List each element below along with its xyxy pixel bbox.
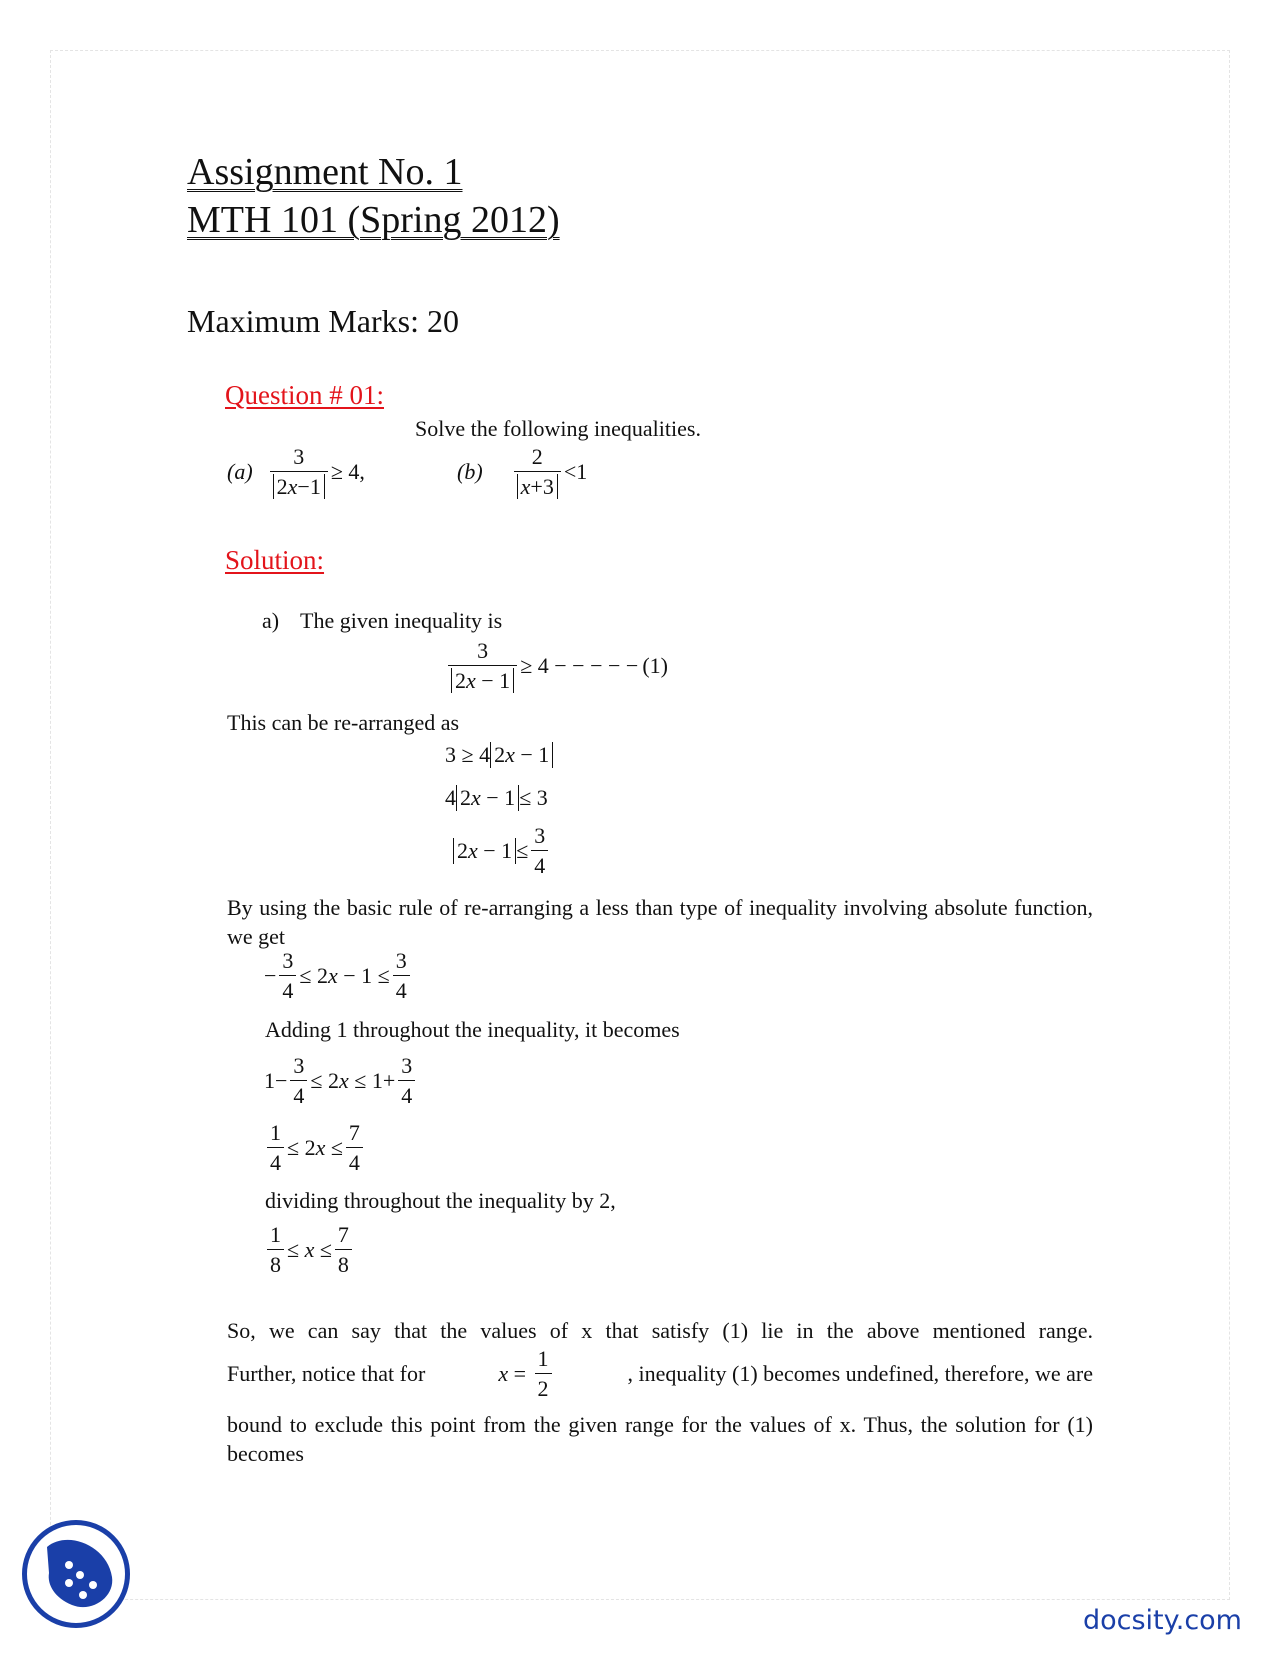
docsity-logo-icon [22, 1520, 130, 1628]
part-b-label: (b) [457, 459, 483, 484]
inequality-a: (a) $\frac{3}{2x-1}$ ≥ 4, [227, 444, 365, 499]
course-title: MTH 101 (Spring 2012) [187, 199, 560, 241]
equation-step-2: 4 2x − 1 ≤ 3 [445, 785, 548, 810]
part-a-label: (a) [227, 459, 253, 484]
equation-step-5: 1− $\frac{3}{4}$ ≤ 2x ≤ 1+ $\frac{3}{4}$ [264, 1055, 418, 1107]
equation-step-4: − $\frac{3}{4}$ ≤ 2x − 1 ≤ $\frac{3}{4}$ [264, 950, 413, 1002]
maximum-marks: Maximum Marks: 20 [187, 303, 459, 339]
conclusion-line-3: bound to exclude this point from the given range for the values of x. Thus, the solution for (1) becomes [227, 1412, 1093, 1466]
dividing-text: dividing throughout the inequality by 2, [265, 1188, 616, 1213]
conclusion-line-1: So, we can say that the values of x that satisfy (1) lie in the above mentioned range. [227, 1318, 1093, 1343]
equation-step-7: $\frac{1}{8}$ ≤ x ≤ $\frac{7}{8}$ [264, 1224, 355, 1276]
question-heading: Question # 01: [225, 380, 384, 410]
equation-tag: (1) [642, 653, 668, 678]
adding-text: Adding 1 throughout the inequality, it becomes [265, 1017, 680, 1042]
equation-step-1: 3 ≥ 4 2x − 1 [445, 742, 553, 768]
assignment-title: Assignment No. 1 [187, 151, 463, 193]
conclusion-2-after: , inequality (1) becomes undefined, therefore, we are [627, 1361, 1093, 1386]
docsity-brand[interactable]: docsity.com [1082, 1605, 1242, 1636]
question-instruction: Solve the following inequalities. [415, 416, 701, 441]
conclusion-line-2: Further, notice that for x = $\frac{1}{2}$ , inequality (1) becomes undefined, therefore, we are [227, 1346, 1093, 1401]
equation-step-6: $\frac{1}{4}$ ≤ 2x ≤ $\frac{7}{4}$ [264, 1122, 366, 1174]
step-a-intro: The given inequality is [300, 608, 503, 633]
conclusion-2-before: Further, notice that for [227, 1361, 426, 1386]
step-a-marker: a) [262, 608, 280, 633]
rule-paragraph: By using the basic rule of re-arranging a less than type of inequality involving absolute function, we get [227, 895, 1093, 949]
equation-step-3: 2x − 1 ≤ $\frac{3}{4}$ [453, 825, 551, 877]
solution-heading: Solution: [225, 545, 325, 575]
equation-1: $\frac{3}{2x - 1}$ ≥ 4 − − − − − (1) [445, 640, 668, 692]
rearranged-intro: This can be re-arranged as [227, 710, 460, 735]
inequality-b: (b) $\frac{2}{x+3}$ <1 [457, 444, 588, 499]
